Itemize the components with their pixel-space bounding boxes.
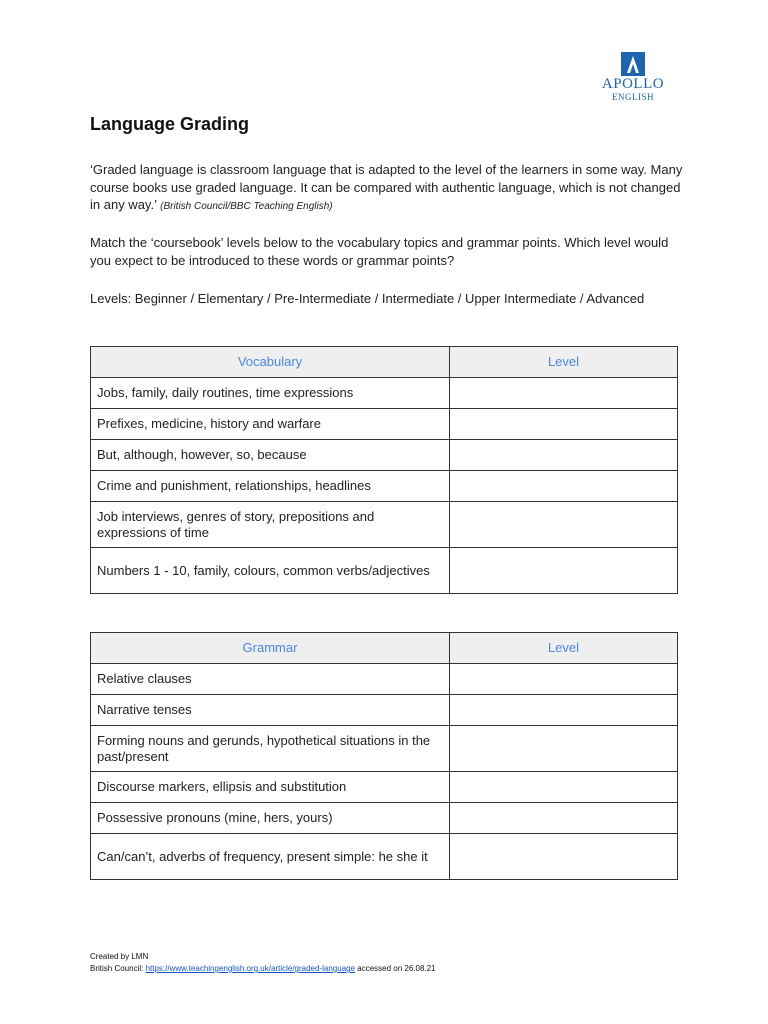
table-row [91, 409, 678, 440]
footer-source-link[interactable]: https://www.teachingenglish.org.uk/article/graded-language [145, 964, 356, 973]
logo-brand-text: APOLLO [601, 76, 665, 92]
table-row [91, 772, 678, 803]
vocabulary-header: Vocabulary [91, 347, 450, 378]
table-row [91, 664, 678, 695]
level-answer-cell[interactable] [450, 440, 678, 471]
instruction-paragraph: Match the ‘coursebook’ levels below to the vocabulary topics and grammar points. Which level would you expect to be introduced to these words or grammar points? [90, 235, 669, 268]
table-header-row [91, 633, 678, 664]
level-answer-cell[interactable] [450, 726, 678, 772]
table-row [91, 502, 678, 548]
table-header-row [91, 347, 678, 378]
grammar-header: Grammar [91, 633, 450, 664]
grammar-cell: Discourse markers, ellipsis and substitution [91, 772, 450, 803]
vocab-cell: Prefixes, medicine, history and warfare [91, 409, 450, 440]
vocab-cell: Jobs, family, daily routines, time expressions [91, 378, 450, 409]
level-answer-cell[interactable] [450, 664, 678, 695]
vocab-cell: Crime and punishment, relationships, headlines [91, 471, 450, 502]
level-answer-cell[interactable] [450, 772, 678, 803]
table-row [91, 834, 678, 880]
vocab-cell: But, although, however, so, because [91, 440, 450, 471]
footer-accessed-date: accessed on 26.08.21 [355, 964, 436, 973]
level-answer-cell[interactable] [450, 502, 678, 548]
level-header: Level [450, 347, 678, 378]
table-row [91, 803, 678, 834]
logo-sub-text: ENGLISH [612, 92, 654, 102]
grammar-cell: Can/can’t, adverbs of frequency, present simple: he she it [91, 834, 450, 880]
footer-source-label: British Council: [90, 964, 146, 973]
level-answer-cell[interactable] [450, 409, 678, 440]
level-answer-cell[interactable] [450, 471, 678, 502]
table-row [91, 695, 678, 726]
apollo-emblem-icon [621, 52, 645, 76]
table-row [91, 471, 678, 502]
footer-source-line [90, 963, 436, 975]
apollo-english-logo [588, 52, 678, 118]
table-row [91, 548, 678, 594]
page-title: Language Grading [90, 114, 250, 134]
footer-created-by: Created by LMN [90, 952, 149, 961]
level-answer-cell[interactable] [450, 548, 678, 594]
vocab-cell: Job interviews, genres of story, prepositions and expressions of time [91, 502, 450, 548]
level-answer-cell[interactable] [450, 695, 678, 726]
intro-paragraph [90, 161, 690, 216]
grammar-cell: Possessive pronouns (mine, hers, yours) [91, 803, 450, 834]
grammar-cell: Narrative tenses [91, 695, 450, 726]
grammar-cell: Relative clauses [91, 664, 450, 695]
vocab-cell: Numbers 1 - 10, family, colours, common verbs/adjectives [91, 548, 450, 594]
grammar-table [90, 632, 678, 880]
levels-list: Levels: Beginner / Elementary / Pre-Intermediate / Intermediate / Upper Intermediate / Advanced [90, 291, 645, 306]
intro-source: (British Council/BBC Teaching English) [160, 201, 333, 212]
vocabulary-table [90, 346, 678, 594]
table-row [91, 378, 678, 409]
table-row [91, 726, 678, 772]
level-answer-cell[interactable] [450, 803, 678, 834]
grammar-cell: Forming nouns and gerunds, hypothetical situations in the past/present [91, 726, 450, 772]
level-answer-cell[interactable] [450, 378, 678, 409]
level-answer-cell[interactable] [450, 834, 678, 880]
footer [90, 951, 436, 975]
table-row [91, 440, 678, 471]
intro-quote: ‘Graded language is classroom language that is adapted to the level of the learners in some way. Many course books use graded language. It can be compared with authentic language, which is not changed in any way.’ [90, 162, 683, 212]
level-header: Level [450, 633, 678, 664]
